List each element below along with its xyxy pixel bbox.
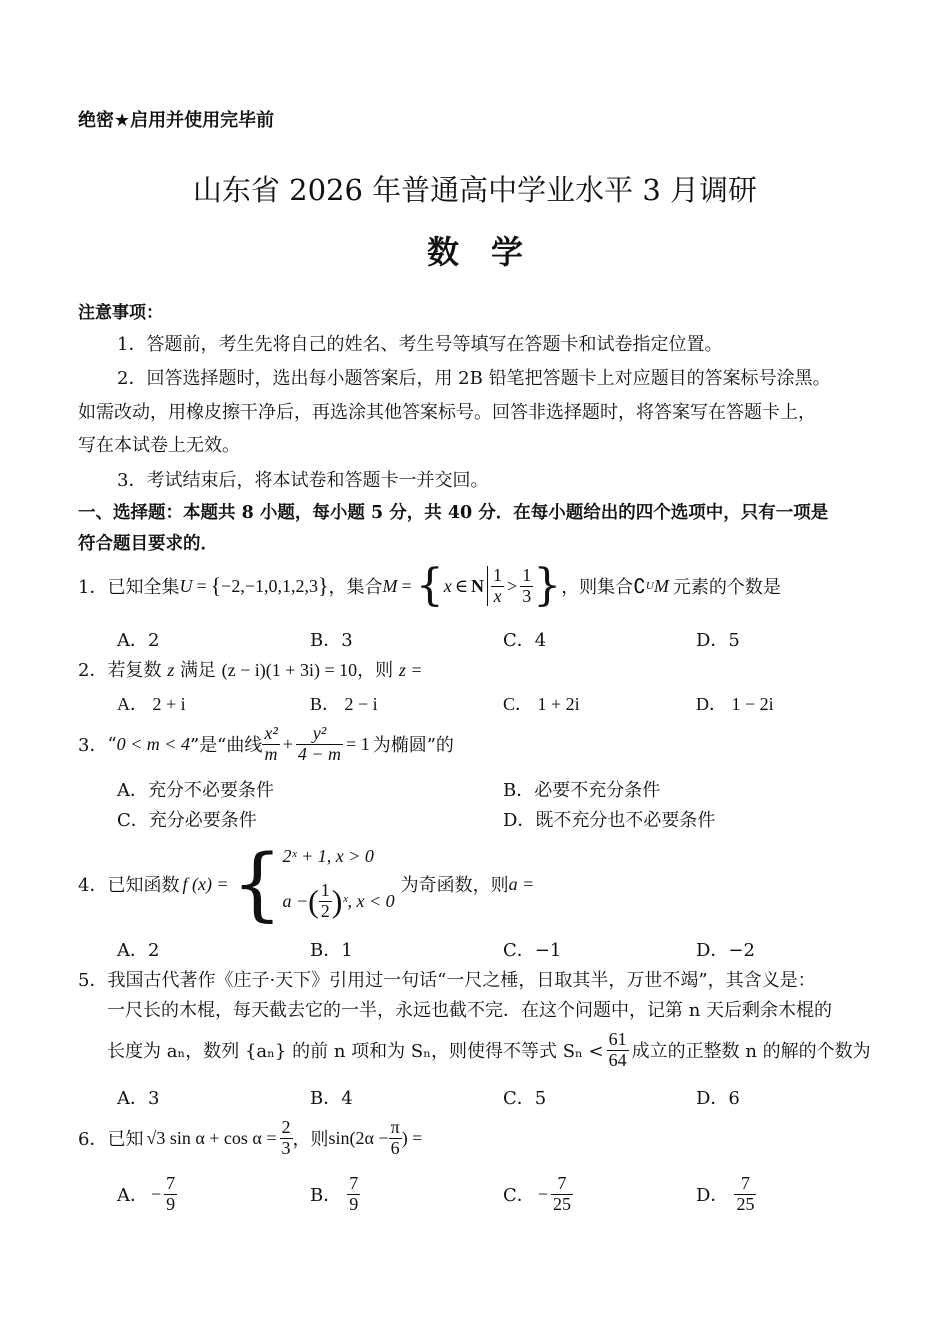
q2-option-d: D． 1 − 2i: [696, 694, 774, 714]
question-text: 为椭圆”的: [372, 735, 454, 756]
fraction: $\frac{\text{x²}}{m}$: [264, 722, 278, 764]
question-number: 1．: [78, 577, 108, 598]
question-text: 满足: [179, 660, 216, 681]
question-4: [78, 836, 534, 932]
fraction: $\frac{61}{64}$: [608, 1028, 627, 1070]
section-heading-line-1: 一、选择题：本题共 8 小题，每小题 5 分，共 40 分．在每小题给出的四个选项中，只有一项是: [78, 503, 829, 523]
question-6: [78, 1114, 422, 1162]
question-2: [78, 656, 422, 682]
q6-option-c: [503, 1170, 573, 1218]
math-expression: 0 < m < 4: [116, 733, 190, 754]
math-subscript: U: [645, 580, 654, 592]
math-op: >: [507, 575, 518, 596]
notice-item-2-line-2: 如需改动，用橡皮擦干净后，再选涂其他答案标号。回答非选择题时，将答案写在答题卡上，: [78, 402, 816, 423]
q6-option-a: [117, 1170, 177, 1218]
math-set-n: N: [471, 575, 485, 596]
q1-option-a: A．2: [117, 630, 160, 651]
math-expression: sin(2α −: [328, 1127, 389, 1148]
q1-option-d: D．5: [696, 630, 740, 651]
fraction: $\frac{\pi}{6}$: [390, 1116, 400, 1158]
q3-option-b: B．必要不充分条件: [503, 780, 661, 801]
fraction: $\frac{7}{25}$: [552, 1172, 571, 1214]
question-number: 2．: [78, 660, 108, 681]
math-expression: = 1: [346, 733, 370, 754]
case-2: a − ( $\frac{1}{2}$ ) ˣ, x < 0: [282, 880, 395, 921]
question-text: ，则: [357, 660, 394, 681]
math-expression: ˣ, x < 0: [342, 891, 395, 911]
left-brace: {: [415, 560, 444, 611]
question-5-line-2: 一尺长的木棍，每天截去它的一半，永远也截不完．在这个问题中，记第 n 天后剩余木棍的: [107, 1000, 833, 1021]
math-var: M: [653, 575, 669, 596]
q3-option-c: C．充分必要条件: [117, 810, 257, 831]
question-number: 6．: [78, 1129, 108, 1150]
math-expression: (z − i)(1 + 3i) = 10: [221, 660, 358, 680]
q6-option-b: [310, 1170, 360, 1218]
math-op: ∈: [454, 575, 469, 596]
option-sign: −: [537, 1183, 548, 1204]
notice-item-1: 1．答题前，考生先将自己的姓名、考生号等填写在答题卡和试卷指定位置。: [117, 334, 723, 355]
q2-option-c: C． 1 + 2i: [503, 694, 580, 714]
notice-item-2-line-3: 写在本试卷上无效。: [78, 435, 240, 456]
question-text: 若复数: [107, 660, 162, 681]
question-number: 4．: [78, 875, 108, 896]
q6-option-d: [696, 1170, 756, 1218]
q4-option-d: D．−2: [696, 940, 755, 961]
fraction: $\frac{\text{y²}}{4 - m}$: [297, 722, 342, 764]
q5-option-d: D．6: [696, 1088, 740, 1109]
q5-option-a: A．3: [117, 1088, 160, 1109]
option-letter: A．: [117, 1185, 148, 1206]
case-1: 2ˣ + 1, x > 0: [282, 846, 374, 867]
question-text: 长度为 aₙ，数列 {aₙ} 的前 n 项和为 Sₙ，则使得不等式 Sₙ <: [107, 1041, 604, 1062]
fraction: $\frac{7}{9}$: [349, 1172, 359, 1214]
math-var: U: [179, 575, 193, 596]
question-text-line-1: 我国古代著作《庄子·天下》引用过一句话“一尺之棰，日取其半，万世不竭”，其含义是：: [107, 970, 816, 991]
q2-option-a: A． 2 + i: [117, 694, 186, 714]
q4-option-a: A．2: [117, 940, 160, 961]
math-expression: f (x) =: [182, 873, 229, 894]
section-heading-line-2: 符合题目要求的．: [78, 534, 218, 554]
fraction: $\frac{2}{3}$: [281, 1116, 291, 1158]
question-text: 已知全集: [107, 577, 180, 598]
question-text: 元素的个数是: [672, 577, 781, 598]
notice-heading: 注意事项：: [78, 303, 163, 323]
fraction: $\frac{1}{x}$: [493, 564, 503, 606]
fraction: $\frac{1}{2}$: [320, 880, 330, 921]
fraction: $\frac{7}{9}$: [166, 1172, 176, 1214]
question-text: “: [107, 733, 117, 755]
option-letter: B．: [310, 1185, 342, 1206]
question-text: ”是“曲线: [189, 735, 263, 756]
math-expression: a =: [508, 873, 535, 894]
question-5: [78, 966, 816, 992]
question-text: 已知: [107, 1129, 144, 1150]
math-op: =: [401, 575, 412, 596]
q5-option-c: C．5: [503, 1088, 547, 1109]
q1-option-b: B．3: [310, 630, 353, 651]
math-op: =: [196, 575, 207, 596]
question-5-line-3: [107, 1026, 871, 1074]
q4-option-c: C．−1: [503, 940, 562, 961]
q1-option-c: C．4: [503, 630, 547, 651]
q3-option-d: D．既不充分也不必要条件: [503, 810, 716, 831]
secret-label: 绝密★启用并使用完毕前: [78, 110, 275, 131]
option-letter: D．: [696, 1185, 729, 1206]
math-expression: z =: [398, 660, 423, 680]
question-text: ，则集合: [561, 577, 634, 598]
option-letter: C．: [503, 1185, 535, 1206]
question-text: ，则: [292, 1129, 329, 1150]
question-1: 1． 已知全集 U = { −2,−1,0,1,2,3 } ，集合 M = { x ∈ N $\frac{1}{x}$ > $\frac{1}{3}$ } ，则集合 ∁ U M 元素的个数是: [78, 560, 781, 611]
page-title: 山东省 2026 年普通高中学业水平 3 月调研: [192, 173, 758, 207]
math-expression: a −: [282, 891, 309, 911]
notice-item-3: 3．考试结束后，将本试卷和答题卡一并交回。: [117, 470, 489, 491]
q3-option-a: A．充分不必要条件: [117, 780, 274, 801]
math-op: +: [282, 733, 293, 754]
question-text: ，集合: [328, 577, 383, 598]
math-expression: ) =: [401, 1127, 423, 1148]
q4-option-b: B．1: [310, 940, 353, 961]
question-3: [78, 720, 454, 768]
question-text: 已知函数: [107, 875, 180, 896]
question-number: 3．: [78, 735, 108, 756]
math-var: M: [382, 575, 398, 596]
fraction: $\frac{7}{25}$: [736, 1172, 755, 1214]
question-number: 5．: [78, 970, 108, 991]
complement-symbol: ∁: [633, 575, 646, 598]
q2-option-b: B． 2 − i: [310, 694, 378, 714]
notice-item-2-line-1: 2．回答选择题时，选出每小题答案后，用 2B 铅笔把答题卡上对应题目的答案标号涂黑。: [117, 368, 831, 389]
subject-title: 数 学: [426, 233, 523, 271]
question-text: 成立的正整数 n 的解的个数为: [631, 1041, 871, 1062]
math-var: z: [167, 660, 175, 680]
question-text: 为奇函数，则: [400, 875, 509, 896]
math-expression: √3 sin α + cos α =: [146, 1127, 277, 1148]
math-var: x: [443, 575, 452, 596]
q5-option-b: B．4: [310, 1088, 353, 1109]
right-brace: }: [533, 560, 562, 611]
set-elements: −2,−1,0,1,2,3: [221, 575, 318, 596]
fraction: $\frac{1}{3}$: [522, 564, 532, 606]
option-sign: −: [151, 1183, 162, 1204]
piecewise-brace: {: [231, 837, 283, 930]
piecewise-cases: [282, 846, 394, 922]
set-divider: [487, 566, 488, 606]
